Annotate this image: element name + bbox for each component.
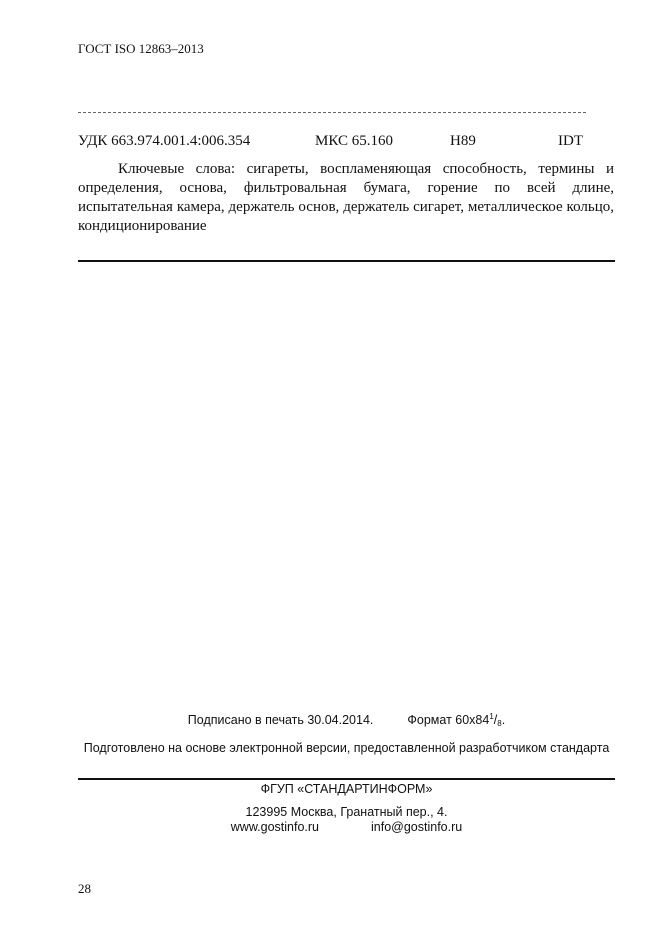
signed-date: Подписано в печать 30.04.2014. [187,713,374,727]
okstu-code: Н89 [450,133,476,149]
document-header: ГОСТ ISO 12863–2013 [78,41,204,56]
publisher-name: ФГУП «СТАНДАРТИНФОРМ» [260,782,433,796]
keywords-paragraph: Ключевые слова: сигареты, воспламеняющая способность, термины и определения, основа, фильтровальная бумага, горение по всей длине, испытательная камера, держатель основ, держатель сигарет, металлическое кольцо, кондиционирование [78,161,614,234]
email-link[interactable]: info@gostinfo.ru [371,820,463,834]
format-numerator: 1 [489,712,494,721]
equivalence-code: IDT [558,133,583,149]
publisher-contacts [78,820,615,834]
top-rule [78,260,615,262]
publisher-address: 123995 Москва, Гранатный пер., 4. [245,805,448,819]
dashed-separator [78,112,586,113]
format-suffix: . [501,713,506,727]
format-separator: / [493,713,498,727]
website-link[interactable]: www.gostinfo.ru [230,820,319,834]
mks-code: МКС 65.160 [315,133,393,149]
prepared-note: Подготовлено на основе электронной версии, предоставленной разработчиком стандарта [83,741,610,755]
udk-code: УДК 663.974.001.4:006.354 [78,133,251,149]
format-prefix: Формат 60x84 [407,713,490,727]
bottom-rule [78,778,615,780]
paper-format [407,713,505,727]
format-denominator: 8 [497,719,502,728]
page-number: 28 [78,881,91,896]
signed-line [78,712,615,728]
